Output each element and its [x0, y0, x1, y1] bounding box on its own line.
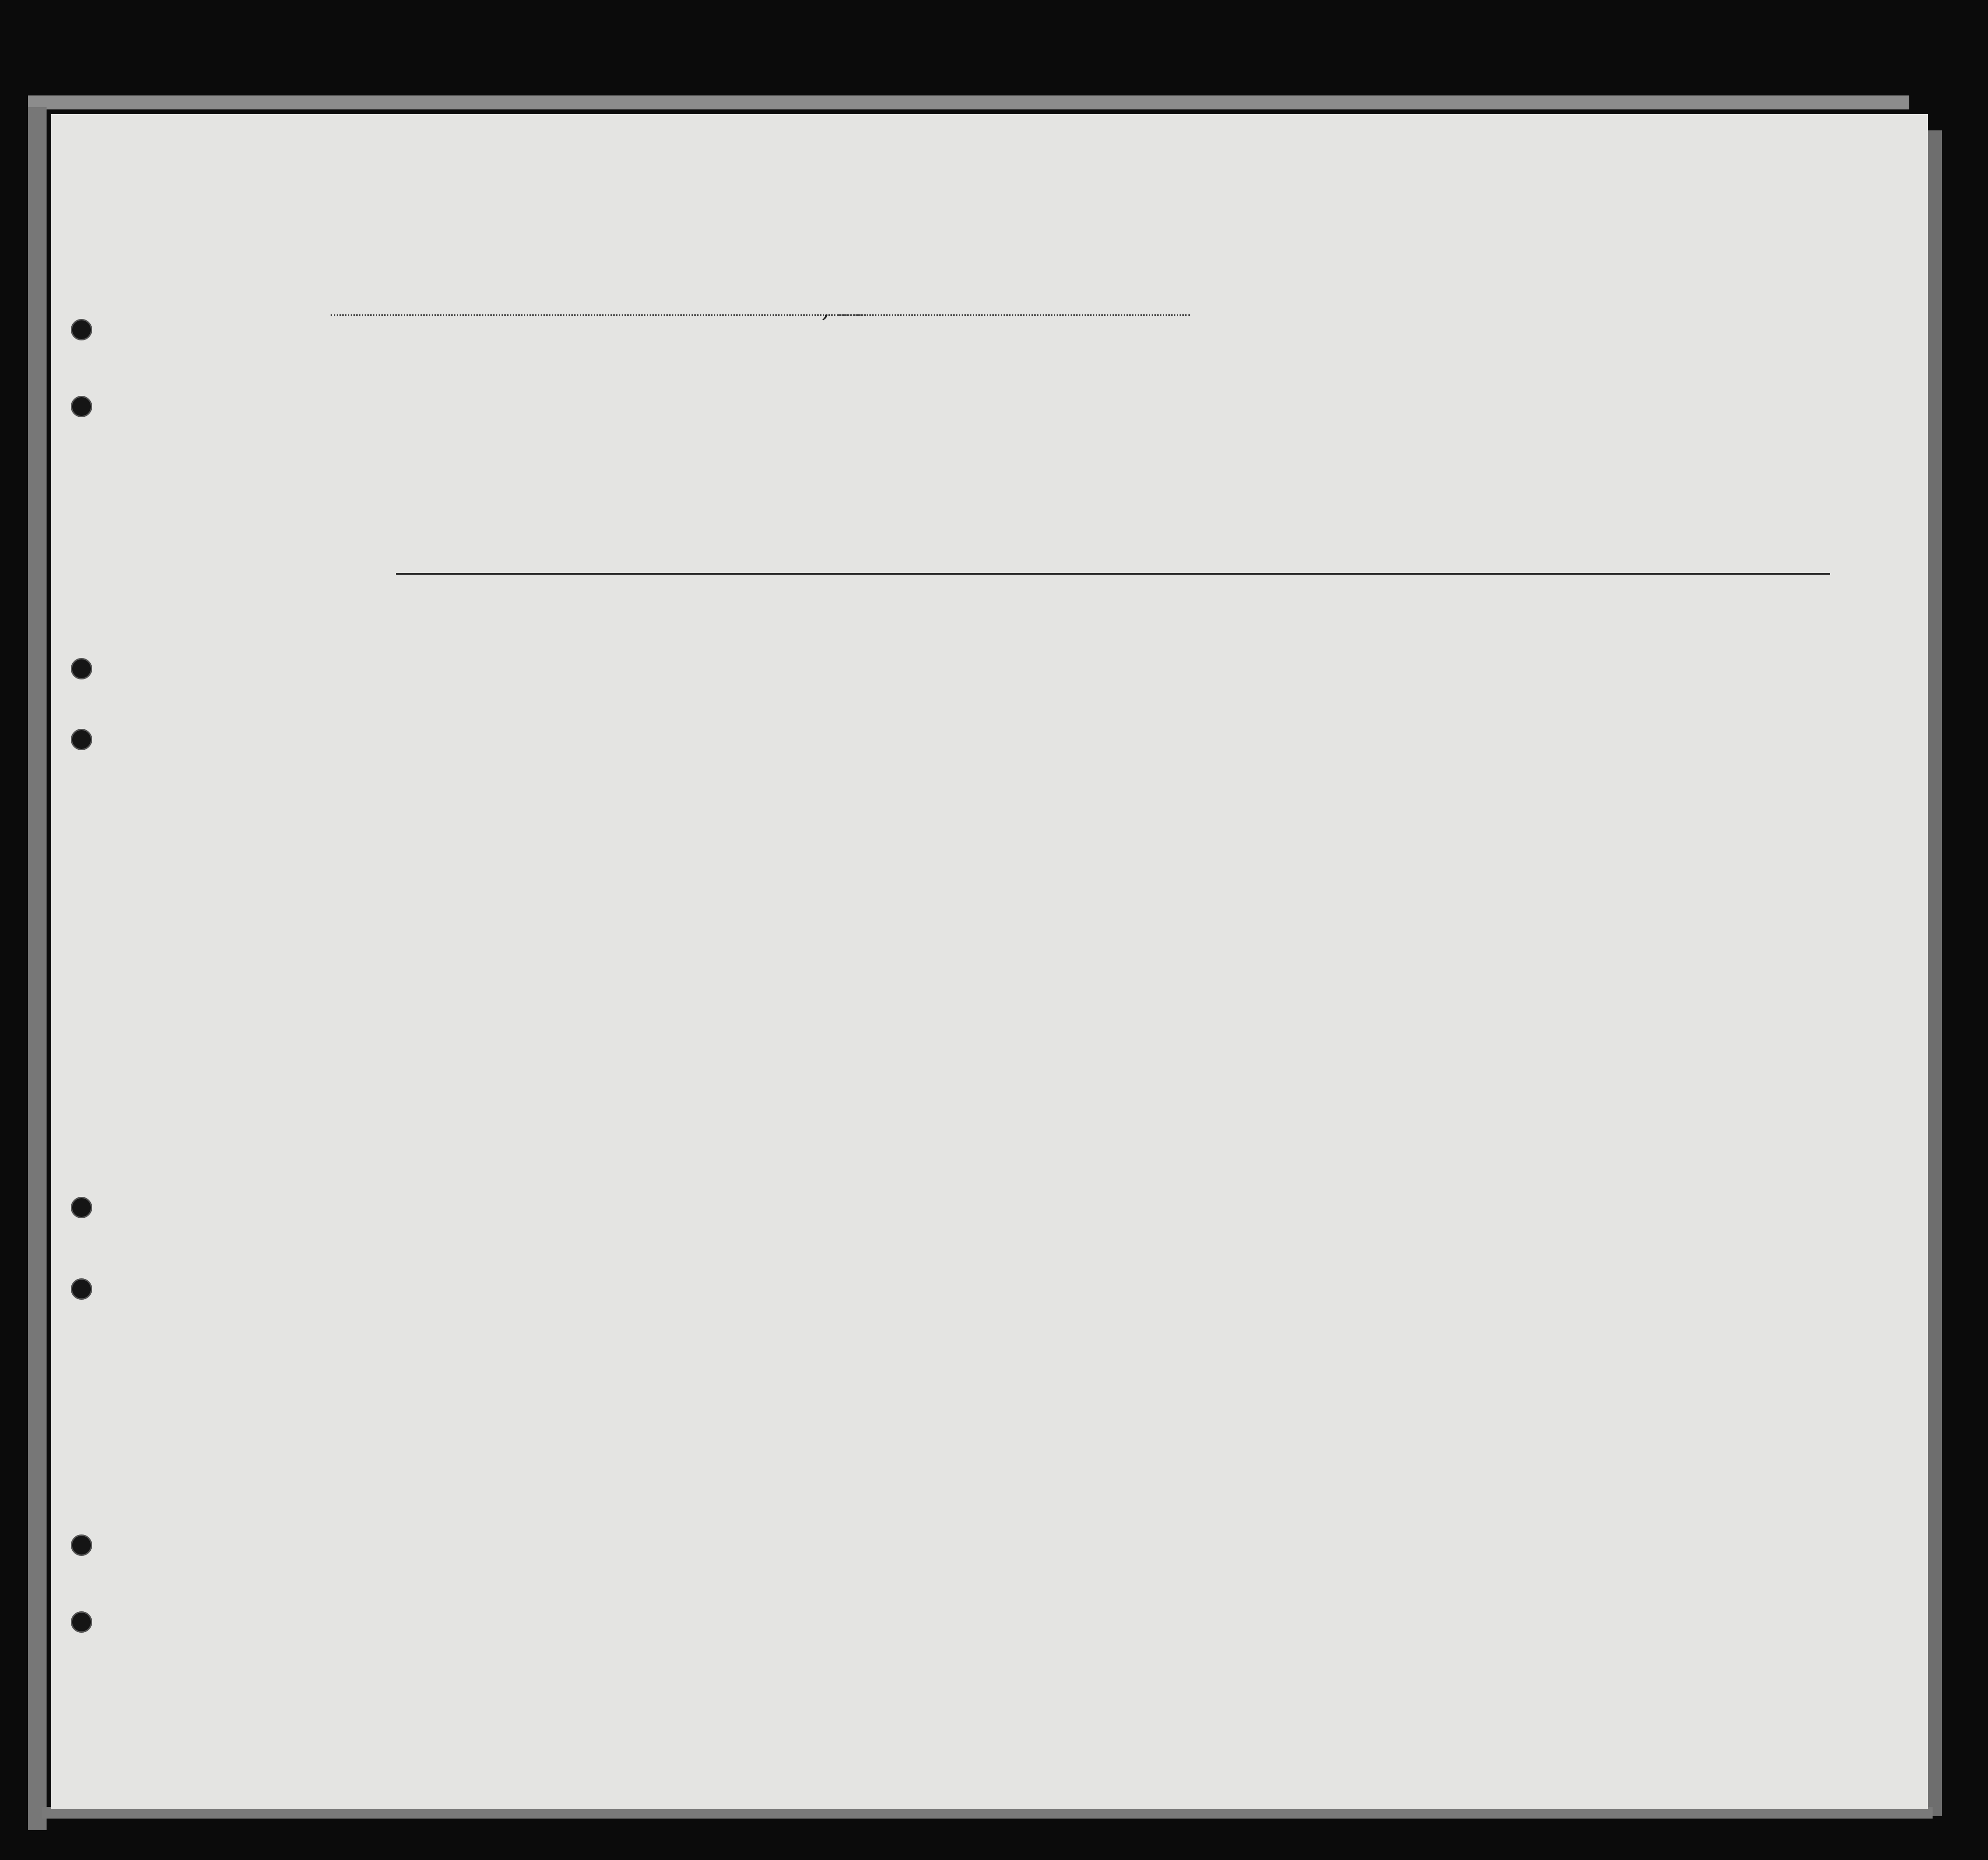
hdr-fifty-dollars: [716, 384, 744, 519]
punch-hole: [71, 319, 92, 340]
hdr-labor-offer: [1434, 394, 1469, 524]
punch-hole: [71, 1534, 92, 1556]
manifest-sheet: [51, 114, 1928, 1809]
hdr-prison: [1281, 394, 1323, 524]
hdr-feet: [1628, 440, 1651, 515]
hdr-inches: [1653, 440, 1676, 515]
hdr-purpose-citizen: [1232, 417, 1276, 524]
punch-hole: [71, 658, 92, 679]
r1-strike-line: [396, 573, 1830, 575]
page-edge-top: [28, 95, 1909, 109]
punch-hole: [71, 729, 92, 750]
punch-hole: [71, 396, 92, 417]
comma: ,: [822, 296, 829, 323]
punch-hole: [71, 1611, 92, 1633]
hdr-overthrow: [1376, 394, 1432, 524]
hdr-purpose-return: [1169, 417, 1199, 524]
hdr-anarchist: [1350, 394, 1374, 524]
manifest-grid: [51, 114, 1928, 1809]
punch-hole: [71, 1278, 92, 1300]
page-edge-right: [1926, 130, 1942, 1816]
punch-hole: [71, 1197, 92, 1218]
hdr-arrested: [1493, 394, 1511, 524]
hdr-ticket: [566, 384, 594, 519]
hdr-polygamist: [1325, 394, 1348, 524]
hdr-purpose-length: [1201, 417, 1229, 524]
hdr-excluded: [1472, 394, 1490, 524]
page-edge-left: [28, 107, 47, 1830]
